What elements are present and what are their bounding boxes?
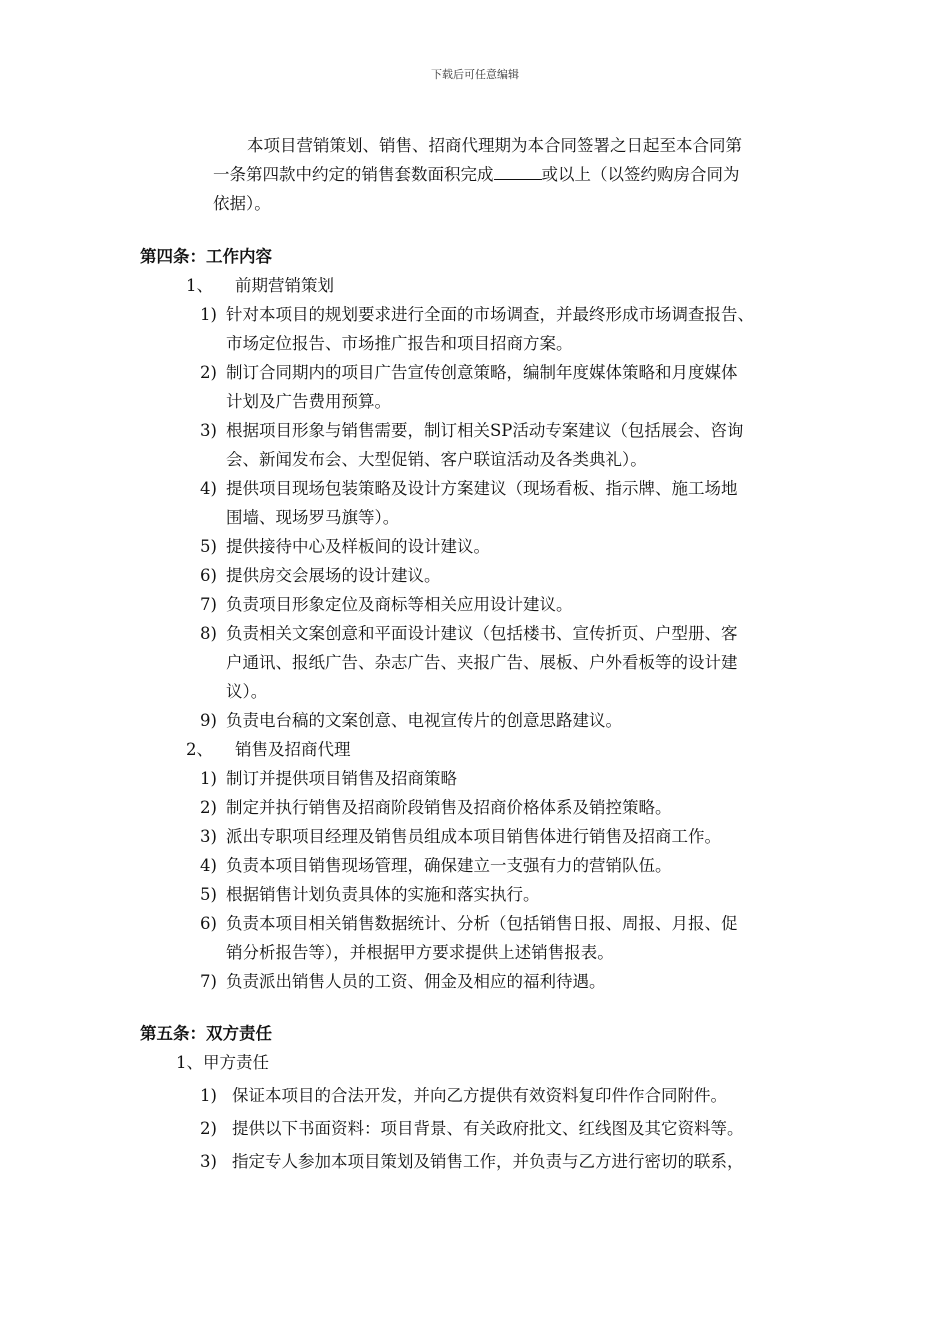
list-item: 3) 派出专职项目经理及销售员组成本项目销售体进行销售及招商工作。 — [200, 827, 721, 846]
list-item: 1) 针对本项目的规划要求进行全面的市场调查，并最终形成市场调查报告、 — [200, 305, 754, 324]
page-header: 下载后可任意编辑 — [431, 68, 519, 81]
list-item: 4) 负责本项目销售现场管理，确保建立一支强有力的营销队伍。 — [200, 856, 672, 875]
list-item: 5) 根据销售计划负责具体的实施和落实执行。 — [200, 885, 540, 904]
list-item: 1) 保证本项目的合法开发，并向乙方提供有效资料复印件作合同附件。 — [200, 1086, 727, 1105]
section-label: 2、 — [186, 740, 213, 759]
article-4-title: 第四条：工作内容 — [140, 247, 272, 266]
section-4-2-heading — [186, 740, 351, 760]
list-item-continuation: 销分析报告等），并根据甲方要求提供上述销售报表。 — [226, 943, 614, 962]
list-item: 2) 提供以下书面资料：项目背景、有关政府批文、红线图及其它资料等。 — [200, 1119, 744, 1138]
intro-line-2 — [213, 165, 740, 185]
list-item: 5) 提供接待中心及样板间的设计建议。 — [200, 537, 490, 556]
list-item-continuation: 会、新闻发布会、大型促销、客户联谊活动及各类典礼）。 — [226, 450, 647, 469]
list-item: 4) 提供项目现场包装策略及设计方案建议（现场看板、指示牌、施工场地 — [200, 479, 738, 498]
list-item-continuation: 市场定位报告、市场推广报告和项目招商方案。 — [226, 334, 573, 353]
article-5-title: 第五条：双方责任 — [140, 1024, 272, 1043]
section-5-1-heading: 1、甲方责任 — [176, 1053, 269, 1072]
intro-line-1: 本项目营销策划、销售、招商代理期为本合同签署之日起至本合同第 — [247, 136, 742, 155]
list-item: 2) 制订合同期内的项目广告宣传创意策略，编制年度媒体策略和月度媒体 — [200, 363, 738, 382]
intro-line-3: 依据）。 — [213, 194, 271, 213]
section-4-1-heading — [186, 276, 334, 296]
section-label: 1、 — [186, 276, 213, 295]
list-item-continuation: 议）。 — [226, 682, 268, 701]
list-item-continuation: 计划及广告费用预算。 — [226, 392, 391, 411]
intro-line-2-after: 或以上（以签约购房合同为 — [541, 165, 740, 184]
list-item: 8) 负责相关文案创意和平面设计建议（包括楼书、宣传折页、户型册、客 — [200, 624, 738, 643]
section-title: 销售及招商代理 — [235, 740, 351, 759]
section-title: 前期营销策划 — [235, 276, 334, 295]
list-item: 7) 负责派出销售人员的工资、佣金及相应的福利待遇。 — [200, 972, 606, 991]
list-item-continuation: 围墙、现场罗马旗等）。 — [226, 508, 400, 527]
list-item: 6) 负责本项目相关销售数据统计、分析（包括销售日报、周报、月报、促 — [200, 914, 738, 933]
list-item: 3) 根据项目形象与销售需要，制订相关SP活动专案建议（包括展会、咨询 — [200, 421, 744, 440]
intro-line-2-before: 一条第四款中约定的销售套数面积完成 — [213, 165, 494, 184]
blank-field — [494, 165, 542, 180]
list-item: 7) 负责项目形象定位及商标等相关应用设计建议。 — [200, 595, 573, 614]
list-item: 6) 提供房交会展场的设计建议。 — [200, 566, 441, 585]
list-item-continuation: 户通讯、报纸广告、杂志广告、夹报广告、展板、户外看板等的设计建 — [226, 653, 738, 672]
list-item: 9) 负责电台稿的文案创意、电视宣传片的创意思路建议。 — [200, 711, 622, 730]
list-item: 1) 制订并提供项目销售及招商策略 — [200, 769, 457, 788]
list-item: 2) 制定并执行销售及招商阶段销售及招商价格体系及销控策略。 — [200, 798, 672, 817]
list-item: 3) 指定专人参加本项目策划及销售工作，并负责与乙方进行密切的联系， — [200, 1152, 744, 1171]
